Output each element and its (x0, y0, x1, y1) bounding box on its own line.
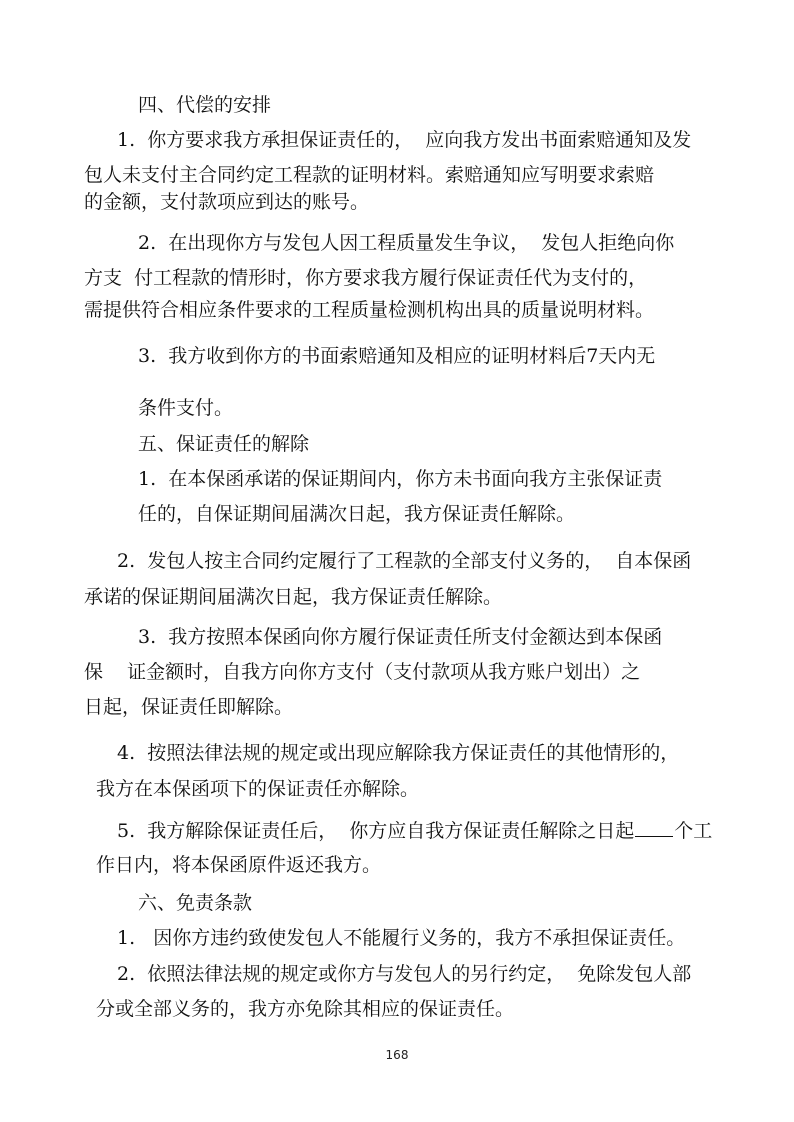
clause-line (117, 818, 712, 843)
clause-line: 承诺的保证期间届满次日起，我方保证责任解除。 (84, 586, 503, 608)
clause-line: 1. 你方要求我方承担保证责任的， 应向我方发出书面索赔通知及发 (117, 129, 692, 151)
clause-line: 2. 依照法律法规的规定或你方与发包人的另行约定， 免除发包人部 (117, 963, 692, 985)
clause-text: 5. 我方解除保证责任后， 你方应自我方保证责任解除之日起 (117, 820, 635, 842)
section-heading: 四、代偿的安排 (138, 94, 272, 116)
clause-line: 1. 因你方违约致使发包人不能履行义务的，我方不承担保证责任。 (117, 927, 686, 949)
clause-line: 2. 发包人按主合同约定履行了工程款的全部支付义务的， 自本保函 (117, 550, 692, 572)
clause-text: 个工 (674, 820, 713, 842)
clause-line: 条件支付。 (138, 397, 234, 419)
clause-line: 4. 按照法律法规的规定或出现应解除我方保证责任的其他情形的， (117, 742, 680, 764)
clause-line: 保 证金额时，自我方向你方支付（支付款项从我方账户划出）之 (84, 661, 641, 683)
clause-line: 3. 我方按照本保函向你方履行保证责任所支付金额达到本保函 (138, 626, 663, 648)
clause-line: 作日内，将本保函原件返还我方。 (96, 854, 382, 876)
clause-line: 1. 在本保函承诺的保证期间内，你方未书面向我方主张保证责 (138, 468, 663, 490)
clause-line: 3. 我方收到你方的书面索赔通知及相应的证明材料后7天内无 (138, 345, 656, 367)
clause-line: 分或全部义务的，我方亦免除其相应的保证责任。 (96, 998, 515, 1020)
clause-line: 方支 付工程款的情形时，你方要求我方履行保证责任代为支付的， (84, 267, 648, 289)
clause-line: 任的，自保证期间届满次日起，我方保证责任解除。 (138, 503, 576, 525)
clause-line: 需提供符合相应条件要求的工程质量检测机构出具的质量说明材料。 (84, 299, 655, 321)
clause-line: 的金额，支付款项应到达的账号。 (84, 191, 370, 213)
clause-line: 包人未支付主合同约定工程款的证明材料。索赔通知应写明要求索赔 (84, 164, 655, 186)
clause-line: 我方在本保函项下的保证责任亦解除。 (96, 778, 420, 800)
page-number: 168 (385, 1048, 409, 1062)
section-heading: 五、保证责任的解除 (138, 433, 310, 455)
blank-underline (635, 818, 673, 837)
section-heading: 六、免责条款 (138, 892, 253, 914)
clause-line: 2. 在出现你方与发包人因工程质量发生争议， 发包人拒绝向你 (138, 232, 675, 254)
clause-line: 日起，保证责任即解除。 (84, 696, 294, 718)
